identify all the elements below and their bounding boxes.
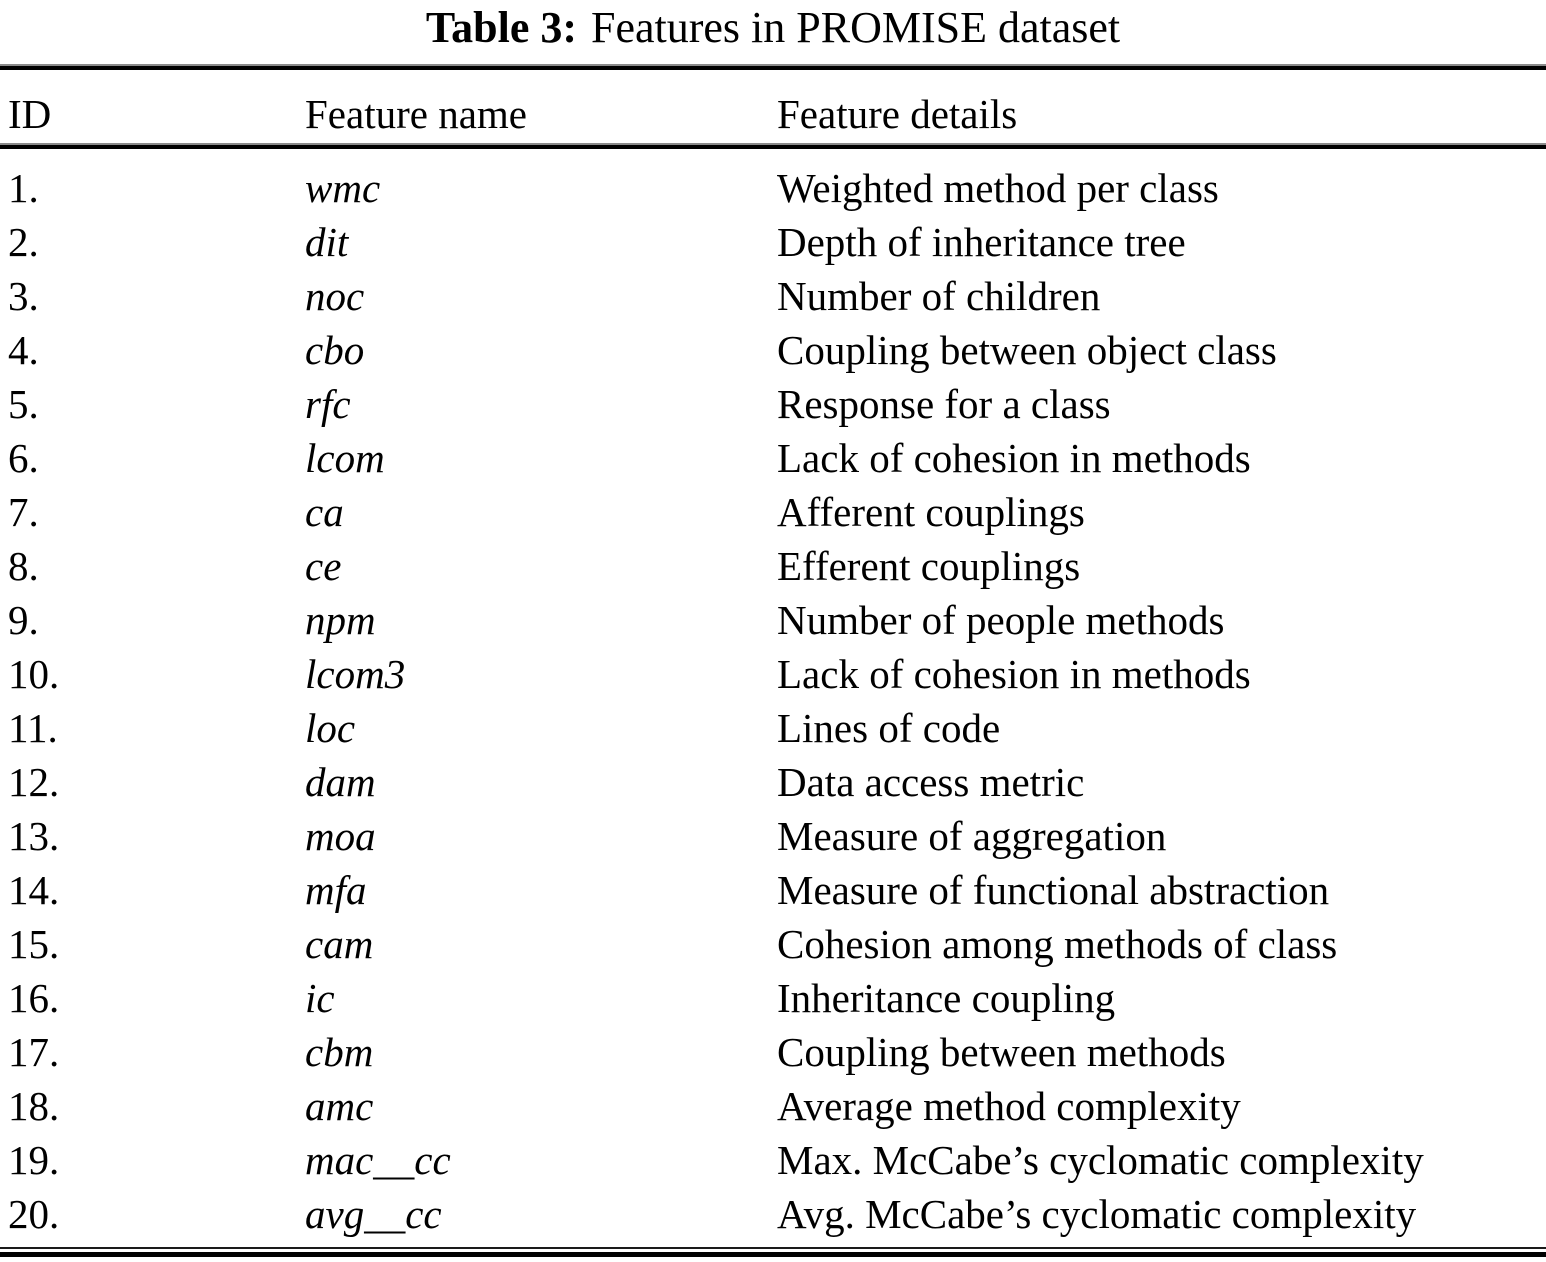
- table-row: [0, 161, 1546, 215]
- cell-feature-details: Measure of functional abstraction: [777, 867, 1330, 913]
- cell-feature-details: Number of people methods: [777, 597, 1225, 643]
- table-row: [0, 1025, 1546, 1079]
- cell-feature-name: cam: [305, 921, 374, 967]
- table-row: [0, 917, 1546, 971]
- cell-feature-name: amc: [305, 1083, 374, 1129]
- cell-feature-name: dam: [305, 759, 376, 805]
- table-row: [0, 431, 1546, 485]
- bottom-rule-thin: [0, 1247, 1546, 1249]
- cell-id: 20.: [8, 1191, 60, 1237]
- cell-feature-name: ic: [305, 975, 335, 1021]
- cell-feature-details: Max. McCabe’s cyclomatic complexity: [777, 1137, 1424, 1183]
- cell-feature-name: npm: [305, 597, 376, 643]
- cell-feature-details: Average method complexity: [777, 1083, 1241, 1129]
- cell-id: 10.: [8, 651, 60, 697]
- table-row: [0, 755, 1546, 809]
- table-row: [0, 1079, 1546, 1133]
- cell-id: 18.: [8, 1083, 60, 1129]
- cell-feature-name: ca: [305, 489, 344, 535]
- cell-feature-details: Cohesion among methods of class: [777, 921, 1338, 967]
- cell-feature-details: Avg. McCabe’s cyclomatic complexity: [777, 1191, 1417, 1237]
- cell-id: 1.: [8, 165, 39, 211]
- cell-id: 7.: [8, 489, 39, 535]
- header-feature-name: Feature name: [305, 91, 527, 137]
- cell-id: 17.: [8, 1029, 60, 1075]
- cell-id: 9.: [8, 597, 39, 643]
- table-row: [0, 269, 1546, 323]
- table-row: [0, 701, 1546, 755]
- cell-feature-details: Lack of cohesion in methods: [777, 435, 1251, 481]
- cell-feature-details: Response for a class: [777, 381, 1111, 427]
- cell-feature-name: dit: [305, 219, 349, 265]
- table-row: [0, 971, 1546, 1025]
- header-feature-details: Feature details: [777, 91, 1018, 137]
- table-row: [0, 323, 1546, 377]
- cell-feature-name: lcom: [305, 435, 385, 481]
- cell-feature-name: wmc: [305, 165, 381, 211]
- table-row: [0, 647, 1546, 701]
- cell-feature-name: avg__cc: [305, 1191, 442, 1237]
- top-rule: [0, 66, 1546, 70]
- table-caption: [0, 2, 1546, 54]
- cell-id: 11.: [8, 705, 58, 751]
- table-row: [0, 1133, 1546, 1187]
- cell-id: 8.: [8, 543, 39, 589]
- table-row: [0, 809, 1546, 863]
- cell-feature-details: Coupling between object class: [777, 327, 1277, 373]
- cell-feature-name: lcom3: [305, 651, 406, 697]
- table-row: [0, 539, 1546, 593]
- cell-feature-details: Measure of aggregation: [777, 813, 1167, 859]
- cell-id: 14.: [8, 867, 60, 913]
- table-body: [0, 161, 1546, 1241]
- cell-feature-details: Inheritance coupling: [777, 975, 1116, 1021]
- cell-feature-name: ce: [305, 543, 342, 589]
- table-row: [0, 1187, 1546, 1241]
- cell-feature-details: Depth of inheritance tree: [777, 219, 1186, 265]
- cell-feature-name: moa: [305, 813, 376, 859]
- cell-feature-details: Weighted method per class: [777, 165, 1219, 211]
- cell-feature-name: mfa: [305, 867, 367, 913]
- cell-feature-details: Number of children: [777, 273, 1101, 319]
- cell-feature-name: cbo: [305, 327, 365, 373]
- cell-feature-details: Lack of cohesion in methods: [777, 651, 1251, 697]
- table-caption-text: Features in PROMISE dataset: [591, 3, 1121, 52]
- cell-feature-details: Data access metric: [777, 759, 1085, 805]
- table-row: [0, 215, 1546, 269]
- cell-feature-details: Coupling between methods: [777, 1029, 1226, 1075]
- cell-feature-name: noc: [305, 273, 365, 319]
- cell-id: 19.: [8, 1137, 60, 1183]
- table-row: [0, 377, 1546, 431]
- cell-feature-name: rfc: [305, 381, 351, 427]
- bottom-rule-thick: [0, 1252, 1546, 1257]
- cell-id: 15.: [8, 921, 60, 967]
- table-header-row: [0, 86, 1546, 142]
- cell-id: 12.: [8, 759, 60, 805]
- header-id: ID: [8, 91, 52, 137]
- cell-feature-details: Efferent couplings: [777, 543, 1081, 589]
- cell-feature-name: loc: [305, 705, 356, 751]
- cell-feature-details: Lines of code: [777, 705, 1001, 751]
- table-row: [0, 485, 1546, 539]
- cell-id: 2.: [8, 219, 39, 265]
- cell-feature-details: Afferent couplings: [777, 489, 1085, 535]
- header-rule: [0, 145, 1546, 149]
- cell-feature-name: mac__cc: [305, 1137, 451, 1183]
- cell-id: 3.: [8, 273, 39, 319]
- cell-id: 6.: [8, 435, 39, 481]
- table-caption-label: Table 3:: [425, 3, 577, 52]
- cell-id: 16.: [8, 975, 60, 1021]
- table-row: [0, 863, 1546, 917]
- cell-feature-name: cbm: [305, 1029, 374, 1075]
- table-row: [0, 593, 1546, 647]
- cell-id: 13.: [8, 813, 60, 859]
- cell-id: 4.: [8, 327, 39, 373]
- cell-id: 5.: [8, 381, 39, 427]
